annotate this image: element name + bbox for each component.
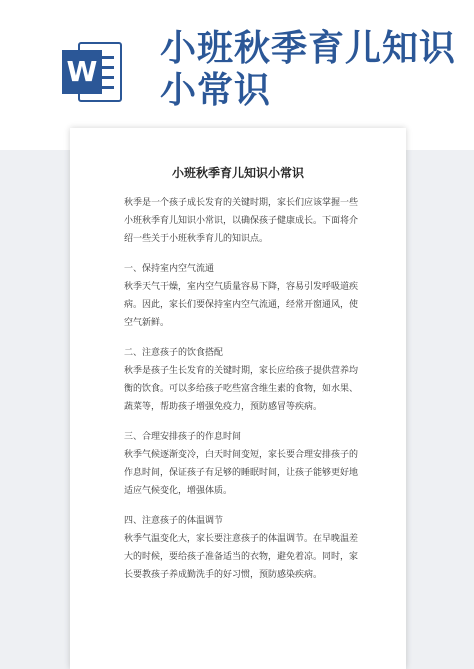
word-icon-letter: W [62,50,102,94]
section-heading: 三、合理安排孩子的作息时间 [124,432,242,442]
section-heading: 四、注意孩子的体温调节 [124,516,224,526]
banner-title: 小班秋季育儿知识小常识 [160,28,457,111]
intro-paragraph: 秋季是一个孩子成长发育的关键时期，家长们应该掌握一些小班秋季育儿知识小常识，以确保孩子健康成长。下面将介绍一些关于小班秋季育儿的知识点。 [124,198,359,244]
section-heading: 一、保持室内空气流通 [124,264,215,274]
section-paragraph: 秋季是孩子生长发育的关键时期，家长应给孩子提供营养均衡的饮食。可以多给孩子吃些富含维生素的食物，如水果、蔬菜等，帮助孩子增强免疫力，预防感冒等疾病。 [124,366,359,412]
section-paragraph: 秋季天气干燥，室内空气质量容易下降，容易引发呼吸道疾病。因此，家长们要保持室内空气流通，经常开窗通风，使空气新鲜。 [124,282,359,328]
section-paragraph: 秋季气候逐渐变冷，白天时间变短，家长要合理安排孩子的作息时间，保证孩子有足够的睡眠时间，让孩子能够更好地适应气候变化，增强体质。 [124,450,359,496]
section-heading: 二、注意孩子的饮食搭配 [124,348,224,358]
document-title: 小班秋季育儿知识小常识 [171,166,304,180]
document-page [70,128,406,669]
section-paragraph: 秋季气温变化大，家长要注意孩子的体温调节。在早晚温差大的时候，要给孩子准备适当的衣物，避免着凉。同时，家长要教孩子养成勤洗手的好习惯，预防感染疾病。 [124,534,359,580]
word-document-icon [62,42,124,102]
document-body [124,194,364,596]
